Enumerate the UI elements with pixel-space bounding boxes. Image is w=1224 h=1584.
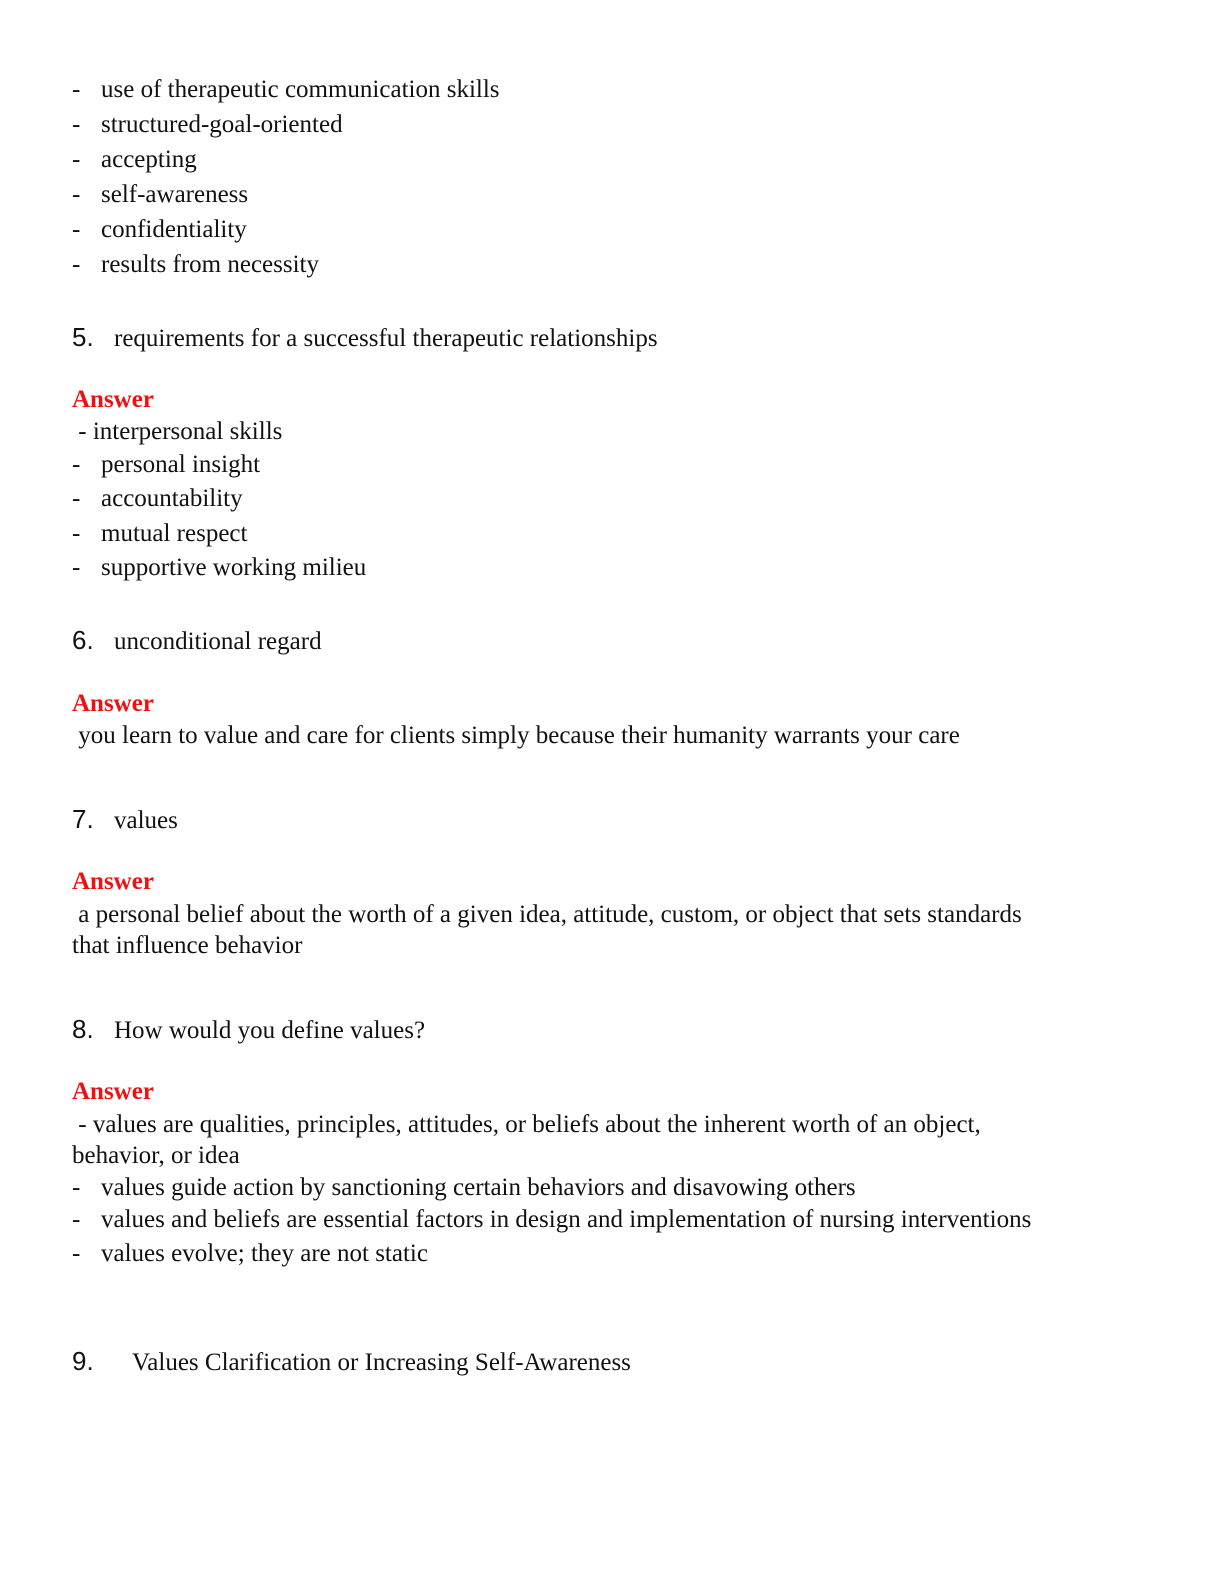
list-item: - accepting xyxy=(72,146,197,173)
answer-label: Answer xyxy=(72,868,154,895)
question-text: values xyxy=(114,807,178,834)
question-text: requirements for a successful therapeutic relationships xyxy=(114,325,658,352)
question-number: 7. xyxy=(72,804,94,834)
answer-label: Answer xyxy=(72,1078,154,1105)
answer-line: behavior, or idea xyxy=(72,1142,240,1169)
answer-line: - values are qualities, principles, attitudes, or beliefs about the inherent worth of an object, xyxy=(72,1111,981,1138)
question-5 xyxy=(72,321,658,355)
list-item: - accountability xyxy=(72,485,243,512)
question-text: How would you define values? xyxy=(114,1017,426,1044)
answer-line: - interpersonal skills xyxy=(72,418,283,445)
list-item: - structured-goal-oriented xyxy=(72,111,343,138)
list-item: - values and beliefs are essential factors in design and implementation of nursing interventions xyxy=(72,1206,1032,1233)
list-item: - mutual respect xyxy=(72,520,248,547)
question-9 xyxy=(72,1345,631,1379)
answer-line: a personal belief about the worth of a given idea, attitude, custom, or object that sets standards xyxy=(72,901,1022,928)
list-item: - values guide action by sanctioning certain behaviors and disavowing others xyxy=(72,1174,856,1201)
question-number: 5. xyxy=(72,322,94,352)
question-number: 9. xyxy=(72,1346,94,1376)
list-item: - results from necessity xyxy=(72,251,320,278)
answer-label: Answer xyxy=(72,386,154,413)
question-7 xyxy=(72,803,178,837)
list-item: - self-awareness xyxy=(72,181,249,208)
answer-label: Answer xyxy=(72,690,154,717)
list-item: - supportive working milieu xyxy=(72,554,367,581)
question-number: 6. xyxy=(72,625,94,655)
question-6 xyxy=(72,624,322,658)
list-item: - values evolve; they are not static xyxy=(72,1240,428,1267)
question-text: Values Clarification or Increasing Self-Awareness xyxy=(132,1349,631,1376)
list-item: - confidentiality xyxy=(72,216,247,243)
question-text: unconditional regard xyxy=(114,628,322,655)
question-number: 8. xyxy=(72,1014,94,1044)
question-8 xyxy=(72,1013,425,1047)
answer-line: you learn to value and care for clients simply because their humanity warrants your care xyxy=(72,722,960,749)
answer-line: that influence behavior xyxy=(72,932,303,959)
list-item: - use of therapeutic communication skills xyxy=(72,76,500,103)
list-item: - personal insight xyxy=(72,451,261,478)
